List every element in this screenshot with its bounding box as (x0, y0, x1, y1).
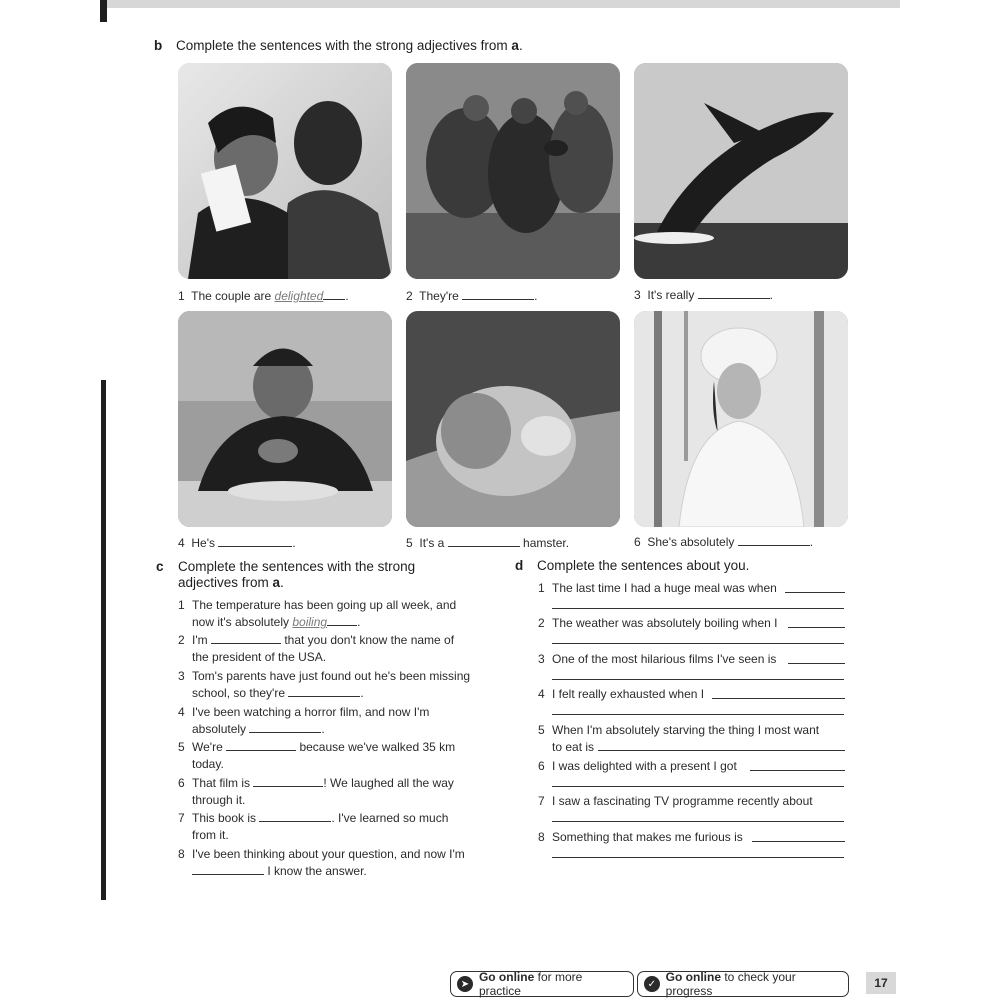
item-line: ! We laughed all the way (323, 776, 454, 790)
item-number: 5 (538, 723, 545, 737)
photo-woman-snow (634, 311, 848, 527)
binding-edge (101, 380, 106, 900)
label-bold: Go online (478, 970, 535, 984)
caption-text: It's a (419, 536, 445, 550)
answer-line[interactable] (788, 663, 845, 664)
binding-edge (100, 0, 107, 22)
caption-number: 2 (406, 289, 413, 303)
caption-2 (406, 288, 537, 303)
caption-end: . (809, 535, 814, 549)
caption-end: . (292, 536, 296, 550)
photo-whale (634, 63, 848, 279)
progress-label (666, 970, 842, 998)
item-text (192, 597, 456, 631)
item-text (192, 775, 454, 809)
item-number: 7 (178, 811, 185, 825)
item-line: that you don't know the name of (284, 633, 455, 647)
answer-line[interactable] (552, 821, 844, 822)
item-text (192, 632, 454, 666)
item-number: 1 (538, 581, 545, 595)
item-line: We're (192, 740, 223, 754)
go-online-practice-button[interactable] (450, 971, 634, 997)
caption-number: 6 (634, 535, 641, 549)
item-number: 4 (538, 687, 545, 701)
section-d-instruction (515, 558, 749, 573)
caption-end: . (534, 289, 538, 303)
answer-blank[interactable] (327, 614, 357, 626)
item-number: 2 (538, 616, 545, 630)
item-text (192, 846, 465, 880)
caption-text: He's (191, 536, 215, 550)
item-text: I felt really exhausted when I (552, 687, 705, 701)
check-icon: ✓ (644, 976, 660, 992)
instruction-text: Complete the sentences with the strong (178, 559, 416, 574)
item-number: 3 (538, 652, 545, 666)
example-answer: boiling (292, 615, 328, 629)
answer-line[interactable] (552, 714, 844, 715)
item-number: 3 (178, 669, 185, 683)
item-line: I know the answer. (267, 864, 367, 878)
photo-rugby (406, 63, 620, 279)
item-text: One of the most hilarious films I've seen is (552, 652, 777, 666)
item-line: I'm (192, 633, 208, 647)
item-number: 1 (178, 598, 185, 612)
caption-end: . (345, 289, 349, 303)
answer-line[interactable] (552, 679, 844, 680)
answer-blank[interactable] (218, 535, 292, 547)
item-end: . (357, 615, 361, 629)
practice-label (479, 970, 627, 998)
answer-blank[interactable] (698, 287, 770, 299)
item-line: Tom's parents have just found out he's been missing (192, 669, 471, 683)
item-text (192, 739, 455, 773)
caption-1 (178, 288, 349, 303)
caption-5 (406, 535, 569, 550)
label-bold: Go online (665, 970, 722, 984)
photo-couple (178, 63, 392, 279)
photo-whale-image (634, 63, 848, 279)
item-line: That film is (192, 776, 251, 790)
answer-blank[interactable] (226, 739, 296, 751)
photo-man-eating (178, 311, 392, 527)
example-answer: delighted (274, 289, 324, 303)
caption-text: It's really (647, 288, 695, 302)
exercise-ref: a (272, 575, 281, 590)
caption-number: 3 (634, 288, 641, 302)
item-number: 4 (178, 705, 185, 719)
item-text: I saw a fascinating TV programme recently about (552, 794, 813, 808)
item-number: 2 (178, 633, 185, 647)
item-text: Something that makes me furious is (552, 830, 743, 844)
answer-line[interactable] (552, 857, 844, 858)
item-line: to eat is (552, 740, 595, 754)
answer-blank[interactable] (448, 535, 520, 547)
item-number: 8 (538, 830, 545, 844)
answer-line[interactable] (788, 627, 845, 628)
instruction-period: . (518, 38, 523, 53)
photo-rugby-image (406, 63, 620, 279)
section-c-instruction (156, 559, 415, 591)
answer-line[interactable] (552, 786, 844, 787)
item-text: The last time I had a huge meal was when (552, 581, 777, 595)
item-text: The weather was absolutely boiling when I (552, 616, 778, 630)
answer-blank[interactable] (738, 534, 810, 546)
photo-hamster-image (406, 311, 620, 527)
caption-4 (178, 535, 296, 550)
item-number: 7 (538, 794, 545, 808)
photo-couple-image (178, 63, 392, 279)
section-letter: c (156, 559, 164, 574)
answer-line[interactable] (785, 592, 845, 593)
item-text (192, 810, 448, 844)
item-line: the president of the USA. (192, 650, 327, 664)
photo-hamster (406, 311, 620, 527)
item-line: I've been watching a horror film, and now I'm (192, 705, 430, 719)
item-text: I was delighted with a present I got (552, 759, 737, 773)
item-number: 6 (538, 759, 545, 773)
photo-woman-snow-image (634, 311, 848, 527)
item-line: The temperature has been going up all week, and (192, 598, 457, 612)
item-line: . I've learned so much (331, 811, 449, 825)
item-line: school, so they're (192, 686, 286, 700)
photo-man-eating-image (178, 311, 392, 527)
item-end: . (360, 686, 364, 700)
answer-line[interactable] (752, 841, 845, 842)
caption-text: The couple are (191, 289, 272, 303)
item-number: 6 (178, 776, 185, 790)
item-end: . (321, 722, 325, 736)
answer-line[interactable] (712, 698, 845, 699)
item-text (192, 704, 429, 738)
caption-end: . (769, 288, 774, 302)
instruction-period: . (280, 575, 284, 590)
go-online-progress-button[interactable] (637, 971, 849, 997)
label-rest: for more practice (478, 970, 583, 998)
caption-6 (634, 534, 813, 549)
answer-blank[interactable] (253, 775, 323, 787)
item-line: because we've walked 35 km (299, 740, 456, 754)
item-text (192, 668, 470, 702)
exercise-ref: a (511, 38, 519, 53)
answer-blank[interactable] (323, 288, 345, 300)
answer-blank[interactable] (249, 721, 321, 733)
answer-line[interactable] (750, 770, 845, 771)
section-letter: d (515, 558, 524, 573)
caption-number: 4 (178, 536, 185, 550)
answer-blank[interactable] (192, 863, 264, 875)
caption-text: They're (419, 289, 459, 303)
answer-line[interactable] (598, 750, 845, 751)
item-line: from it. (192, 828, 229, 842)
caption-number: 1 (178, 289, 185, 303)
instruction-text: Complete the sentences about you. (537, 558, 750, 573)
arrow-icon: ➤ (457, 976, 473, 992)
item-number: 8 (178, 847, 185, 861)
answer-line[interactable] (552, 643, 844, 644)
section-letter: b (154, 38, 163, 53)
item-number: 5 (178, 740, 185, 754)
item-line: absolutely (192, 722, 247, 736)
item-line: through it. (192, 793, 246, 807)
item-line: now it's absolutely (192, 615, 290, 629)
caption-number: 5 (406, 536, 413, 550)
item-line: This book is (192, 811, 257, 825)
caption-end: hamster. (523, 536, 570, 550)
instruction-text: Complete the sentences with the strong adjectives from (176, 38, 512, 53)
label-rest: to check your progress (665, 970, 796, 998)
answer-blank[interactable] (288, 685, 360, 697)
answer-blank[interactable] (259, 810, 331, 822)
caption-3 (634, 287, 773, 302)
page-top-band (104, 0, 900, 8)
item-line: When I'm absolutely starving the thing I most want (552, 723, 820, 737)
caption-text: She's absolutely (647, 535, 735, 549)
item-line: I've been thinking about your question, and now I'm (192, 847, 465, 861)
answer-line[interactable] (552, 608, 844, 609)
answer-blank[interactable] (211, 632, 281, 644)
page-number: 17 (866, 972, 896, 994)
instruction-text: adjectives from (178, 575, 273, 590)
answer-blank[interactable] (462, 288, 534, 300)
section-b-instruction (154, 38, 523, 53)
item-line: today. (192, 757, 224, 771)
